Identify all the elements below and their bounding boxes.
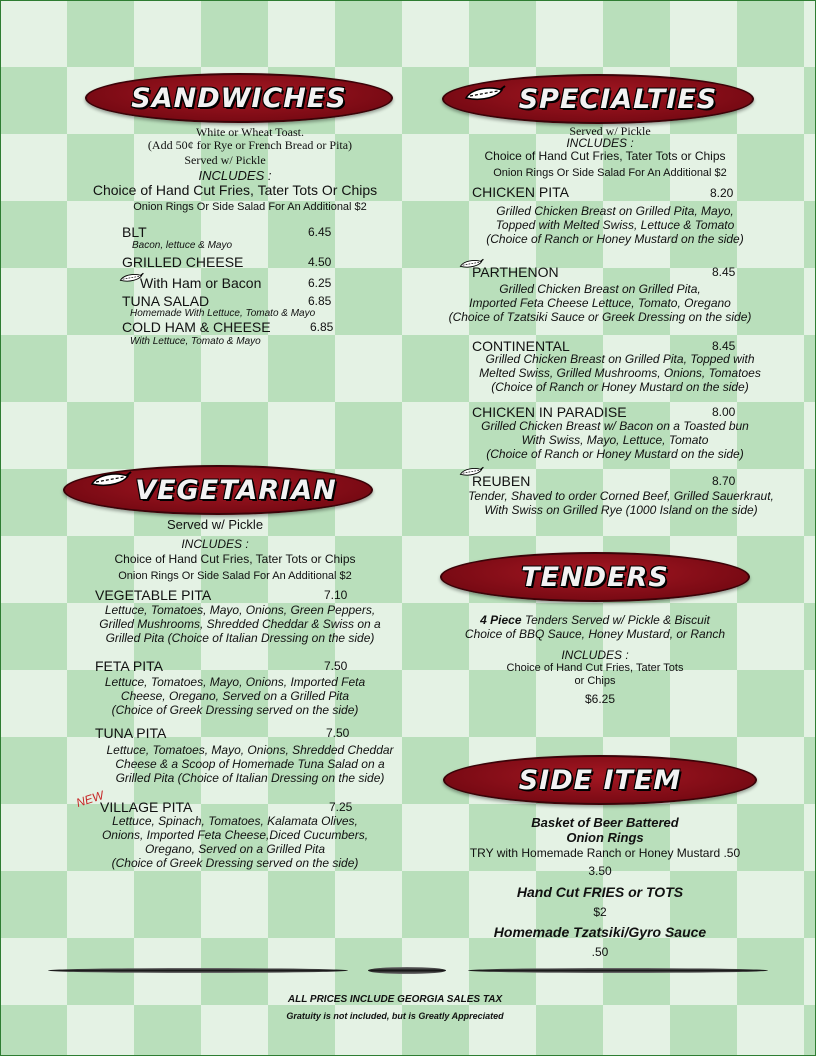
tenders-title: TENDERS — [521, 561, 669, 593]
specialties-onion: Onion Rings Or Side Salad For An Additional $2 — [493, 167, 727, 179]
sandwiches-onion: Onion Rings Or Side Salad For An Additional $2 — [133, 201, 367, 213]
menu-item-name: CHICKEN IN PARADISE — [472, 404, 627, 420]
menu-item-desc — [470, 352, 770, 394]
fries-title: Hand Cut FRIES or TOTS — [516, 884, 684, 900]
menu-item-name: FETA PITA — [95, 658, 163, 674]
desc-line: Lettuce, Spinach, Tomatoes, Kalamata Olives, — [112, 814, 358, 828]
menu-item-name: CHICKEN PITA — [472, 184, 569, 200]
desc-line: Lettuce, Tomatoes, Mayo, Onions, Imported Feta — [104, 675, 366, 689]
tenders-price: $6.25 — [584, 692, 616, 706]
tenders-choice2: or Chips — [574, 675, 616, 687]
menu-item-desc: Homemade With Lettuce, Tomato & Mayo — [130, 308, 316, 319]
tenders-choice1: Choice of Hand Cut Fries, Tater Tots — [506, 662, 684, 674]
menu-item-price: 8.70 — [712, 474, 736, 488]
menu-item-desc — [85, 814, 385, 870]
specialties-title: SPECIALTIES — [518, 83, 718, 115]
desc-line: (Choice of Ranch or Honey Mustard on the side) — [491, 380, 749, 394]
tenders-banner — [440, 552, 750, 602]
menu-item-desc — [90, 603, 390, 645]
vegetarian-onion: Onion Rings Or Side Salad For An Additional $2 — [118, 570, 352, 582]
menu-item-name: GRILLED CHEESE — [122, 254, 244, 270]
menu-item-desc — [460, 204, 770, 246]
desc-line: Lettuce, Tomatoes, Mayo, Onions, Shredded Cheddar — [106, 743, 394, 757]
desc-line: Oregano, Served on a Grilled Pita — [144, 842, 326, 856]
menu-item-price: 6.85 — [308, 294, 332, 308]
desc-line: Grilled Chicken Breast on Grilled Pita, Topped with — [485, 352, 755, 366]
tenders-line2: Choice of BBQ Sauce, Honey Mustard, or Ranch — [464, 627, 726, 641]
sandwiches-title: SANDWICHES — [131, 82, 347, 114]
menu-item-price: 7.25 — [329, 800, 353, 814]
menu-item-price: 6.45 — [308, 225, 332, 239]
desc-line: Cheese, Oregano, Served on a Grilled Pita — [120, 689, 350, 703]
specialties-served: Served w/ Pickle — [569, 124, 651, 138]
tenders-line1 — [450, 613, 740, 627]
menu-item-desc — [445, 282, 755, 324]
desc-line: Grilled Pita (Choice of Italian Dressing on the side) — [115, 771, 385, 785]
vegetarian-includes: INCLUDES : — [181, 537, 249, 551]
divider-swoosh-left — [48, 968, 348, 973]
onion-rings-price: 3.50 — [588, 864, 612, 878]
footer-gratuity: Gratuity is not included, but is Greatly Appreciated — [286, 1011, 504, 1021]
desc-line: With Swiss, Mayo, Lettuce, Tomato — [521, 433, 709, 447]
fries-price: $2 — [593, 905, 607, 919]
menu-item-name: PARTHENON — [472, 264, 559, 280]
desc-line: (Choice of Tzatsiki Sauce or Greek Dressing on the side) — [448, 310, 752, 324]
menu-item-desc — [462, 489, 780, 517]
desc-line: Grilled Chicken Breast w/ Bacon on a Toasted bun — [481, 419, 749, 433]
sandwiches-includes: INCLUDES : — [198, 168, 272, 183]
desc-line: Melted Swiss, Grilled Mushrooms, Onions, Tomatoes — [479, 366, 761, 380]
sandwiches-banner — [85, 73, 393, 123]
desc-line: (Choice of Greek Dressing served on the side) — [111, 703, 359, 717]
desc-line: (Choice of Ranch or Honey Mustard on the side) — [486, 232, 744, 246]
menu-item-price: 8.45 — [712, 339, 736, 353]
desc-line: Grilled Mushrooms, Shredded Cheddar & Swiss on a — [99, 617, 381, 631]
menu-item-name: VILLAGE PITA — [100, 799, 193, 815]
menu-item-desc: Bacon, lettuce & Mayo — [132, 240, 233, 251]
menu-item-name: VEGETABLE PITA — [95, 587, 212, 603]
menu-item-price: 4.50 — [308, 255, 332, 269]
new-badge: NEW — [74, 788, 106, 810]
side-item-title: SIDE ITEM — [518, 764, 682, 796]
menu-item-price: 6.25 — [308, 276, 332, 290]
specialties-includes: INCLUDES : — [566, 136, 634, 150]
menu-item-price: 7.50 — [324, 659, 348, 673]
menu-item-name: TUNA SALAD — [122, 293, 210, 309]
onion-rings-title — [470, 815, 740, 845]
desc-line: (Choice of Ranch or Honey Mustard on the side) — [486, 447, 744, 461]
divider-swoosh-center — [368, 967, 446, 974]
sandwiches-served: Served w/ Pickle — [184, 153, 266, 167]
desc-line: (Choice of Greek Dressing served on the side) — [111, 856, 359, 870]
sandwiches-intro2: (Add 50¢ for Rye or French Bread or Pita) — [147, 138, 353, 152]
onion-rings-note: TRY with Homemade Ranch or Honey Mustard .50 — [469, 846, 741, 860]
side-item-banner — [443, 755, 757, 805]
tenders-bold: 4 Piece — [480, 613, 522, 627]
menu-item-price: 7.10 — [324, 588, 348, 602]
menu-item-price: 8.00 — [712, 405, 736, 419]
menu-item-name: REUBEN — [472, 473, 531, 489]
desc-line: With Swiss on Grilled Rye (1000 Island on the side) — [484, 503, 758, 517]
tenders-line1-rest: Tenders Served w/ Pickle & Biscuit — [521, 613, 710, 627]
menu-item-price: 8.20 — [710, 186, 734, 200]
menu-item-name: TUNA PITA — [95, 725, 167, 741]
sandwiches-intro1: White or Wheat Toast. — [195, 125, 305, 139]
vegetarian-served: Served w/ Pickle — [166, 517, 264, 532]
sauce-price: .50 — [591, 945, 609, 959]
menu-item-desc — [90, 675, 380, 717]
menu-item-name: CONTINENTAL — [472, 338, 570, 354]
pepper-icon — [462, 84, 506, 104]
desc-line: Imported Feta Cheese Lettuce, Tomato, Oregano — [469, 296, 731, 310]
menu-item-desc — [95, 743, 405, 785]
menu-item-desc — [465, 419, 765, 461]
tenders-includes: INCLUDES : — [561, 648, 629, 662]
desc-line: Topped with Melted Swiss, Lettuce & Tomato — [495, 218, 735, 232]
vegetarian-title: VEGETARIAN — [135, 474, 337, 506]
menu-item-name: With Ham or Bacon — [140, 275, 262, 291]
onion-rings-title-line2: Onion Rings — [566, 830, 644, 845]
desc-line: Onions, Imported Feta Cheese,Diced Cucumbers, — [101, 828, 369, 842]
sauce-title: Homemade Tzatsiki/Gyro Sauce — [493, 924, 707, 940]
desc-line: Grilled Chicken Breast on Grilled Pita, — [499, 282, 701, 296]
menu-item-name: BLT — [122, 224, 147, 240]
menu-item-price: 7.50 — [326, 726, 350, 740]
desc-line: Grilled Chicken Breast on Grilled Pita, Mayo, — [496, 204, 734, 218]
desc-line: Cheese & a Scoop of Homemade Tuna Salad on a — [115, 757, 385, 771]
sandwiches-choice: Choice of Hand Cut Fries, Tater Tots Or Chips — [92, 182, 378, 198]
onion-rings-title-line1: Basket of Beer Battered — [531, 815, 679, 830]
vegetarian-choice: Choice of Hand Cut Fries, Tater Tots or Chips — [114, 552, 356, 566]
menu-item-price: 8.45 — [712, 265, 736, 279]
desc-line: Tender, Shaved to order Corned Beef, Grilled Sauerkraut, — [468, 489, 774, 503]
specialties-choice: Choice of Hand Cut Fries, Tater Tots or Chips — [484, 149, 726, 163]
desc-line: Lettuce, Tomatoes, Mayo, Onions, Green Peppers, — [104, 603, 376, 617]
footer-tax: ALL PRICES INCLUDE GEORGIA SALES TAX — [287, 994, 503, 1005]
menu-item-desc: With Lettuce, Tomato & Mayo — [130, 336, 261, 347]
menu-item-name: COLD HAM & CHEESE — [122, 319, 271, 335]
pepper-icon — [88, 470, 132, 490]
menu-item-price: 6.85 — [310, 320, 334, 334]
desc-line: Grilled Pita (Choice of Italian Dressing on the side) — [105, 631, 375, 645]
divider-swoosh-right — [468, 968, 768, 973]
